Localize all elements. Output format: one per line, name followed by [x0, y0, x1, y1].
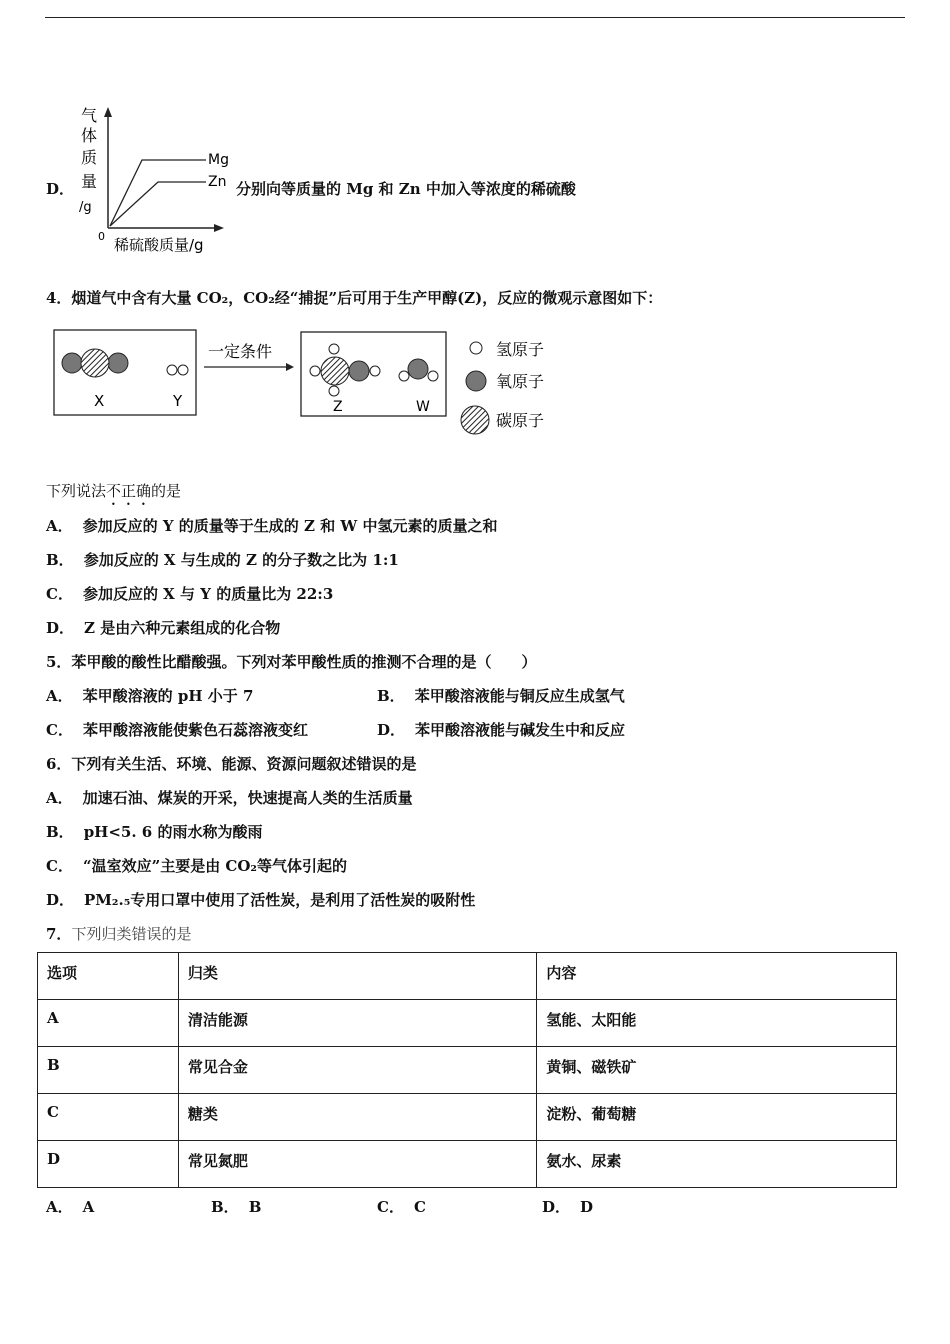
molecule-z: [310, 344, 380, 396]
table-header-row: [38, 953, 897, 1000]
table-cell: B: [38, 1047, 179, 1094]
table-row: [38, 1094, 897, 1141]
q6-option-a: A． 加速石油、煤炭的开采，快速提高人类的生活质量: [46, 789, 413, 807]
table-cell: 清洁能源: [178, 1000, 537, 1047]
q3-option-d: [46, 178, 74, 199]
q4-option-d: D． Z 是由六种元素组成的化合物: [46, 619, 281, 637]
q7-option-d: D． D: [542, 1198, 594, 1216]
label-y: Y: [173, 392, 183, 410]
table-cell: 糖类: [178, 1094, 537, 1141]
oxygen-atom-icon: [466, 371, 486, 391]
reaction-arrowhead: [286, 363, 294, 371]
gas-mass-chart: [76, 103, 236, 263]
hydrogen-atom-icon: [470, 342, 482, 354]
q5-option-a: A． 苯甲酸溶液的 pH 小于 7: [46, 687, 254, 705]
label-x: X: [94, 392, 105, 410]
q7-option-a: A． A: [46, 1198, 95, 1216]
origin-label: 0: [98, 230, 105, 243]
label-z: Z: [333, 399, 343, 415]
y-axis-label-char: /g: [79, 200, 92, 215]
q6-option-d: D． PM₂.₅专用口罩中使用了活性炭，是利用了活性炭的吸附性: [46, 891, 476, 909]
x-axis-label: 稀硫酸质量/g: [114, 236, 204, 254]
emphasis-not-correct: 不正确: [106, 482, 152, 500]
molecule-x: [62, 349, 128, 377]
q5-option-b: B． 苯甲酸溶液能与铜反应生成氢气: [377, 687, 625, 705]
q4-option-c: C． 参加反应的 X 与 Y 的质量比为 22:3: [46, 585, 334, 603]
table-header: 内容: [537, 953, 897, 1000]
table-cell: 氨水、尿素: [537, 1141, 897, 1188]
q6-option-b: B． pH<5. 6 的雨水称为酸雨: [46, 823, 263, 841]
y-axis-arrow: [104, 107, 112, 117]
legend-carbon: 碳原子: [496, 411, 545, 430]
table-cell: A: [38, 1000, 179, 1047]
series-label-mg: Mg: [208, 152, 229, 168]
y-axis-label-char: 质: [81, 148, 98, 167]
table-header: 选项: [38, 953, 179, 1000]
option-label: D．: [46, 180, 75, 198]
q7-stem: 7．下列归类错误的是: [46, 925, 192, 943]
table-cell: D: [38, 1141, 179, 1188]
q4-stem: 4．烟道气中含有大量 CO₂，CO₂经“捕捉”后可用于生产甲醇(Z)，反应的微观示意图如下：: [46, 289, 663, 307]
q5-option-c: C． 苯甲酸溶液能使紫色石蕊溶液变红: [46, 721, 308, 739]
table-row: [38, 1000, 897, 1047]
reaction-diagram: [50, 325, 570, 440]
header-rule: [45, 17, 905, 18]
label-w: W: [416, 399, 430, 415]
table-cell: 氢能、太阳能: [537, 1000, 897, 1047]
series-line-mg: [110, 160, 206, 226]
series-line-zn: [110, 182, 206, 226]
q4-option-b: B． 参加反应的 X 与生成的 Z 的分子数之比为 1:1: [46, 551, 399, 569]
q5-stem: 5．苯甲酸的酸性比醋酸强。下列对苯甲酸性质的推测不合理的是（ ）: [46, 653, 537, 671]
series-label-zn: Zn: [208, 174, 227, 190]
legend-oxygen: 氧原子: [496, 372, 545, 391]
table-header: 归类: [178, 953, 537, 1000]
y-axis-label-char: 量: [81, 172, 98, 191]
y-axis-label-char: 气: [81, 106, 98, 125]
q7-option-b: B． B: [211, 1198, 262, 1216]
carbon-atom-icon: [461, 406, 489, 434]
table-cell: 常见氮肥: [178, 1141, 537, 1188]
classification-table: [37, 952, 897, 1188]
q7-option-c: C． C: [377, 1198, 426, 1216]
table-cell: 黄铜、磁铁矿: [537, 1047, 897, 1094]
q6-option-c: C． “温室效应”主要是由 CO₂等气体引起的: [46, 857, 348, 875]
x-axis-arrow: [214, 224, 224, 232]
q4-option-a: A． 参加反应的 Y 的质量等于生成的 Z 和 W 中氢元素的质量之和: [46, 517, 498, 535]
q6-stem: 6．下列有关生活、环境、能源、资源问题叙述错误的是: [46, 755, 417, 773]
table-row: [38, 1047, 897, 1094]
y-axis-label: [79, 106, 97, 215]
y-axis-label-char: 体: [81, 126, 98, 145]
option-d-caption: 分别向等质量的 Mg 和 Zn 中加入等浓度的稀硫酸: [236, 180, 576, 198]
table-cell: C: [38, 1094, 179, 1141]
molecule-y: [167, 365, 188, 375]
legend-hydrogen: 氢原子: [496, 340, 545, 359]
reaction-condition: 一定条件: [208, 342, 273, 361]
table-cell: 常见合金: [178, 1047, 537, 1094]
q5-option-d: D． 苯甲酸溶液能与碱发生中和反应: [377, 721, 626, 739]
molecule-w: [399, 359, 438, 381]
table-cell: 淀粉、葡萄糖: [537, 1094, 897, 1141]
table-row: [38, 1141, 897, 1188]
q4-prompt: 下列说法不正确的是: [46, 482, 182, 500]
